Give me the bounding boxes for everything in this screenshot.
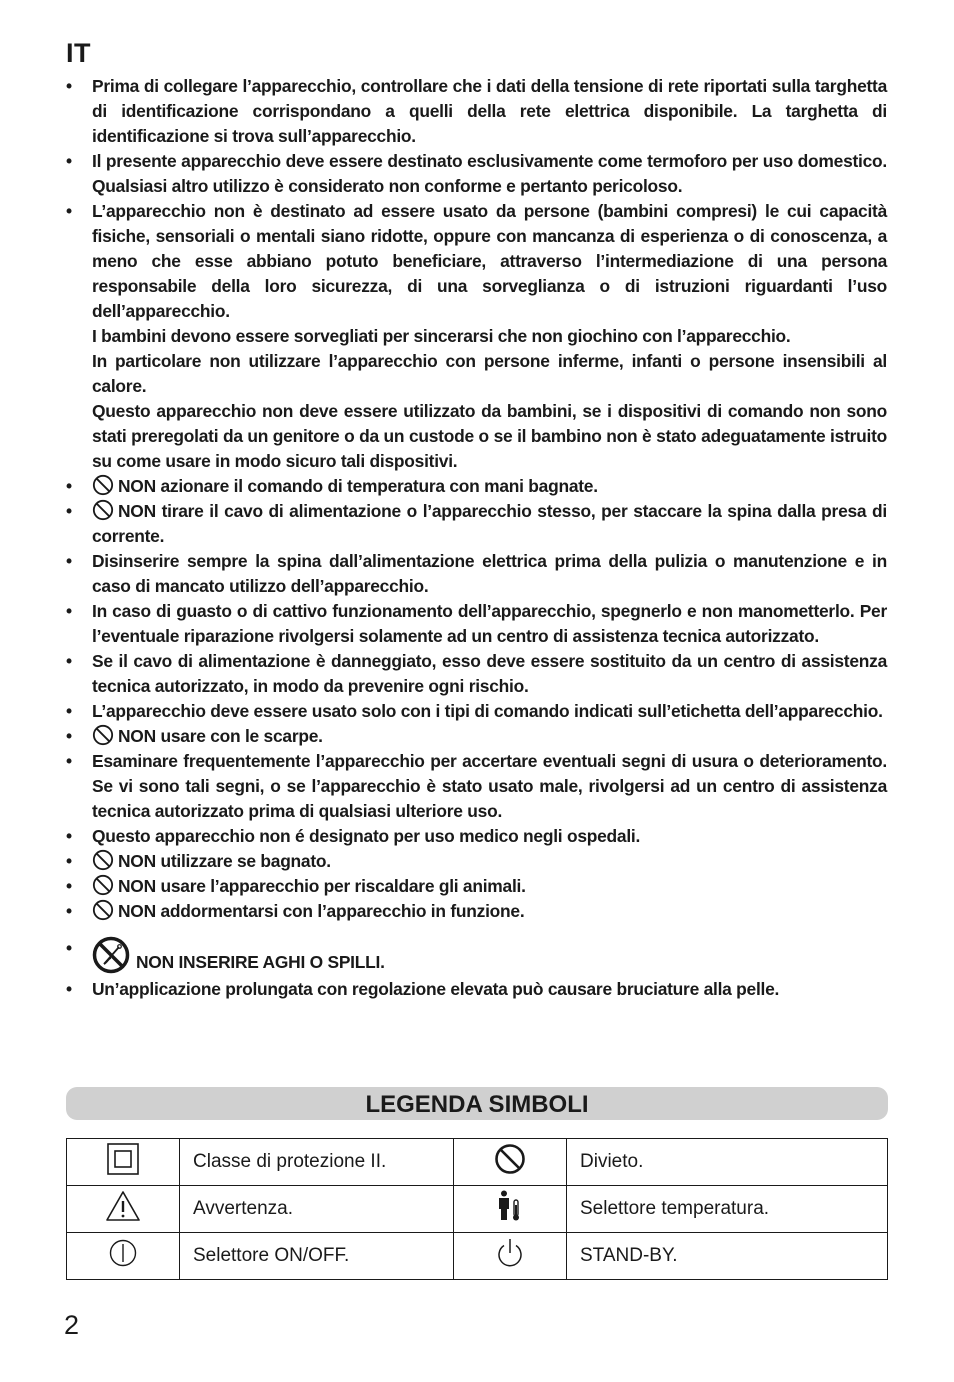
warning-text: NON utilizzare se bagnato. <box>118 851 331 871</box>
warning-triangle-icon <box>104 1189 142 1223</box>
list-item <box>66 849 887 874</box>
warning-text: In caso di guasto o di cattivo funzionamento dell’apparecchio, spegnerlo e non manometterlo. Per l’eventuale riparazione rivolgersi solamente ad un centro di assistenza tecnica autorizzato. <box>92 601 887 646</box>
warning-text: Disinserire sempre la spina dall’alimentazione elettrica prima della pulizia o manutenzione e in caso di mancato utilizzo dell’apparecchio. <box>92 551 887 596</box>
warning-text: Esaminare frequentemente l’apparecchio per accertare eventuali segni di usura o deterioramento. Se vi sono tali segni, o se l’apparecchio è stato usato male, rivolgersi ad un centro di assistenza tecnica autorizzato prima di qualsiasi ulteriore uso. <box>92 751 887 821</box>
table-cell <box>454 1186 567 1233</box>
table-cell <box>67 1139 180 1186</box>
legend-label: Selettore ON/OFF. <box>180 1233 454 1280</box>
list-item <box>66 499 887 549</box>
prohibition-icon <box>92 499 114 521</box>
warning-text: Il presente apparecchio deve essere destinato esclusivamente come termoforo per uso domestico. Qualsiasi altro utilizzo è considerato non conforme e pertanto pericoloso. <box>92 151 887 196</box>
legend-title: LEGENDA SIMBOLI <box>66 1087 888 1120</box>
legend-label: Selettore temperatura. <box>567 1186 888 1233</box>
temperature-selector-icon <box>495 1189 525 1223</box>
bullet-dot: • <box>66 651 72 671</box>
warning-text: L’apparecchio deve essere usato solo con i tipi di comando indicati sull’etichetta dell’apparecchio. <box>92 701 883 721</box>
on-off-icon <box>108 1238 138 1268</box>
legend-label: Avvertenza. <box>180 1186 454 1233</box>
table-row <box>67 1139 888 1186</box>
prohibition-icon <box>92 899 114 921</box>
warning-text: NON usare l’apparecchio per riscaldare gli animali. <box>118 876 526 896</box>
prohibition-icon <box>92 849 114 871</box>
warning-paragraph: I bambini devono essere sorvegliati per sincerarsi che non giochino con l’apparecchio. <box>92 326 791 346</box>
list-item <box>66 149 887 199</box>
list-item <box>66 899 887 924</box>
prohibition-icon <box>92 474 114 496</box>
page-number: 2 <box>64 1310 80 1340</box>
bullet-dot: • <box>66 726 72 746</box>
warning-text: NON usare con le scarpe. <box>118 726 323 746</box>
list-item <box>66 649 887 699</box>
bullet-dot: • <box>66 701 72 721</box>
bullet-dot: • <box>66 601 72 621</box>
legend-label: Divieto. <box>567 1139 888 1186</box>
warning-text: Un’applicazione prolungata con regolazione elevata può causare bruciature alla pelle. <box>92 979 780 999</box>
list-item <box>66 824 887 849</box>
bullet-dot: • <box>66 501 72 521</box>
table-row <box>67 1233 888 1280</box>
bullet-dot: • <box>66 551 72 571</box>
warning-paragraph: Questo apparecchio non deve essere utilizzato da bambini, se i dispositivi di comando non sono stati preregolati da un genitore o da un custode o se il bambino non è stato adeguatamente istruito su come usare in modo sicuro tali dispositivi. <box>92 401 887 471</box>
warning-paragraph: L’apparecchio non è destinato ad essere usato da persone (bambini compresi) le cui capacità fisiche, sensoriali o mentali siano ridotte, oppure con mancanza di esperienza o di conoscenza, a meno che esse abbiano potuto beneficiare, attraverso l’intermediazione di una persona responsabile della loro sicurezza, di una sorveglianza o di istruzioni riguardanti l’uso dell’apparecchio. <box>92 201 887 321</box>
warning-text: Questo apparecchio non é designato per uso medico negli ospedali. <box>92 826 641 846</box>
bullet-dot: • <box>66 76 72 96</box>
table-cell <box>454 1139 567 1186</box>
bullet-dot: • <box>66 826 72 846</box>
list-item <box>66 724 887 749</box>
prohibition-icon <box>92 724 114 746</box>
bullet-dot: • <box>66 901 72 921</box>
prohibition-icon <box>494 1143 526 1175</box>
bullet-dot: • <box>66 151 72 171</box>
bullet-dot: • <box>66 851 72 871</box>
list-item <box>66 599 887 649</box>
bullet-dot: • <box>66 201 72 221</box>
legend-label: STAND-BY. <box>567 1233 888 1280</box>
bullet-dot: • <box>66 876 72 896</box>
list-item <box>66 474 887 499</box>
list-item <box>66 874 887 899</box>
no-needles-icon <box>92 936 132 974</box>
list-item <box>66 977 887 1002</box>
legend-label: Classe di protezione II. <box>180 1139 454 1186</box>
list-item <box>66 74 887 149</box>
list-item <box>66 749 887 824</box>
list-item <box>66 936 887 977</box>
table-cell <box>454 1233 567 1280</box>
list-item <box>66 199 887 474</box>
list-item <box>66 699 887 724</box>
table-row <box>67 1186 888 1233</box>
table-cell <box>67 1233 180 1280</box>
warning-text: NON addormentarsi con l’apparecchio in funzione. <box>118 901 525 921</box>
list-item <box>66 549 887 599</box>
language-code: IT <box>66 38 91 68</box>
bullet-dot: • <box>66 979 72 999</box>
prohibition-icon <box>92 874 114 896</box>
class-ii-icon <box>106 1142 140 1176</box>
warning-text: Prima di collegare l’apparecchio, controllare che i dati della tensione di rete riportati sulla targhetta di identificazione corrispondano a quelli della rete elettrica disponibile. La targhetta di identificazione si trova sull’apparecchio. <box>92 76 887 146</box>
bullet-dot: • <box>66 476 72 496</box>
warning-text: NON INSERIRE AGHI O SPILLI. <box>136 952 385 972</box>
bullet-dot: • <box>66 938 72 958</box>
warning-text: Se il cavo di alimentazione è danneggiato, esso deve essere sostituito da un centro di assistenza tecnica autorizzato, in modo da prevenire ogni rischio. <box>92 651 887 696</box>
symbols-legend-table <box>66 1138 888 1280</box>
warnings-list <box>66 74 887 1002</box>
warning-paragraph: In particolare non utilizzare l’apparecchio con persone inferme, infanti o persone insensibili al calore. <box>92 351 887 396</box>
warning-text: NON tirare il cavo di alimentazione o l’apparecchio stesso, per staccare la spina dalla presa di corrente. <box>92 501 887 546</box>
standby-icon <box>495 1237 525 1269</box>
warning-text: NON azionare il comando di temperatura con mani bagnate. <box>118 476 598 496</box>
table-cell <box>67 1186 180 1233</box>
bullet-dot: • <box>66 751 72 771</box>
